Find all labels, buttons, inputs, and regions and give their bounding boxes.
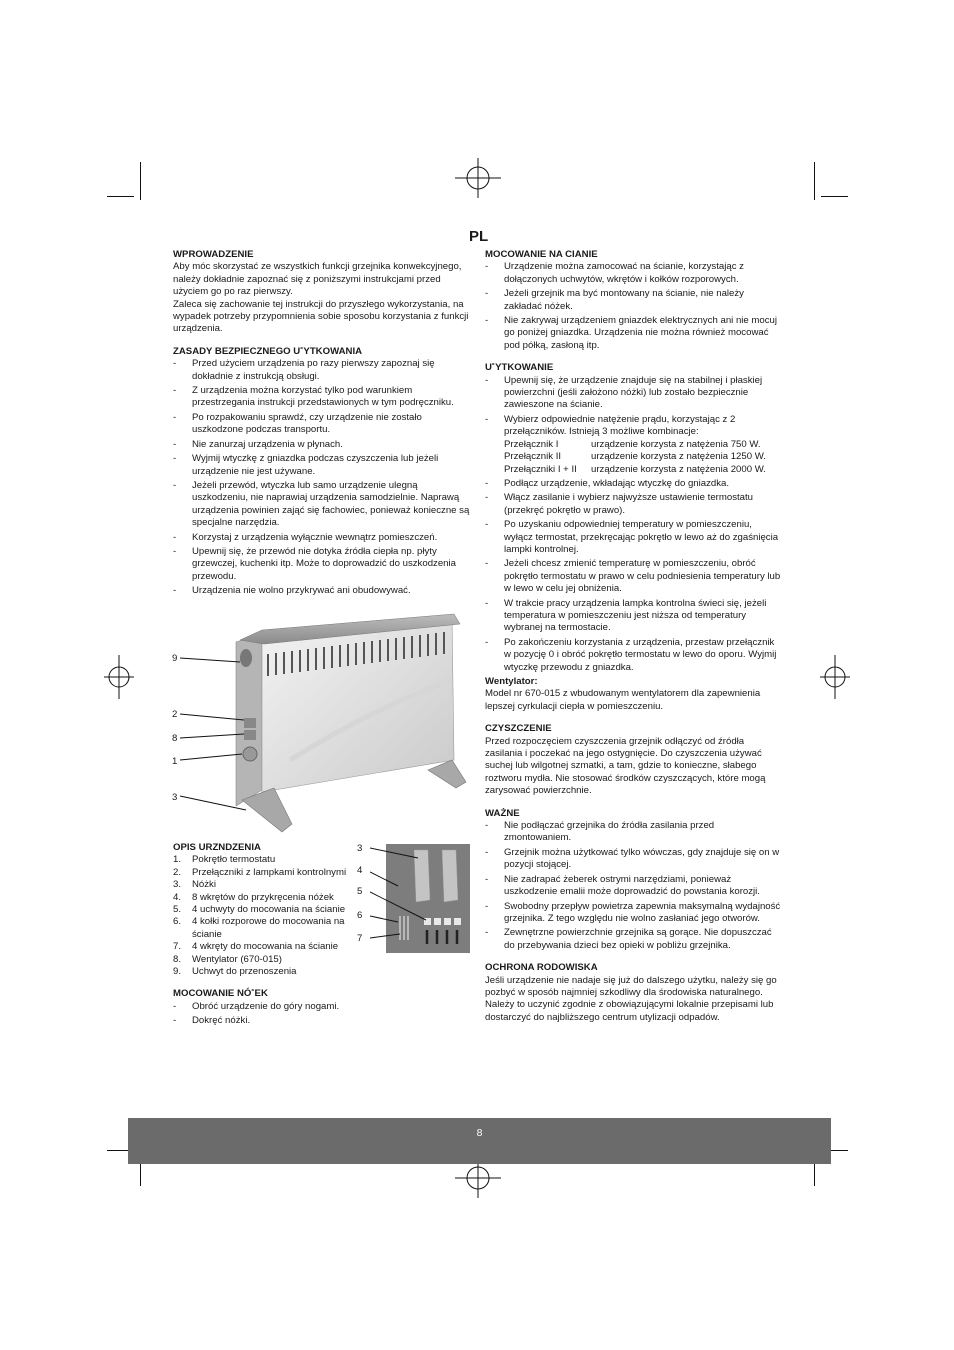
list-item: - Z urządzenia można korzystać tylko pod warunkiem przestrzegania instrukcji przedstawionych w tym podręczniku. bbox=[173, 385, 471, 410]
usage-section bbox=[485, 362, 783, 713]
environment-section bbox=[485, 962, 783, 1024]
list-item: 8. Wentylator (670-015) bbox=[173, 953, 282, 965]
environment-heading: OCHRONA RODOWISKA bbox=[485, 962, 598, 974]
list-item: - Nie zadrapać żeberek ostrymi narzędziami, ponieważ uszkodzenie emalii może doprowadzić do powstania korozji. bbox=[485, 874, 783, 899]
cleaning-text: Przed rozpoczęciem czyszczenia grzejnik odłączyć od źródła zasilania i poczekać na jego ostygnięcie. Do czyszczenia używać suchej lub wilgotnej szmatki, a tam, gdzie to konieczne, słabego roztworu mydła. Nie stosować środków czyszczących, które mogą zarysować powierzchnie. bbox=[485, 735, 766, 797]
registration-mark-bottom bbox=[455, 1158, 501, 1198]
list-item: - Obróć urządzenie do góry nogami. bbox=[173, 1001, 365, 1013]
list-item: - Jeżeli grzejnik ma być montowany na ścianie, nie należy zakładać nóżek. bbox=[485, 288, 783, 313]
list-item: - Upewnij się, że przewód nie dotyka źródła ciepła np. płyty grzewczej, kuchenki itp. Może to doprowadzić do uszkodzenia przewodu. bbox=[173, 546, 471, 583]
photo-callout-6: 6 bbox=[357, 910, 363, 921]
photo-callout-3: 3 bbox=[357, 843, 363, 854]
wall-list bbox=[485, 261, 783, 352]
feet-heading: MOCOWANIE NÓ˚EK bbox=[173, 988, 268, 1000]
callout-8: 8 bbox=[172, 733, 178, 744]
wall-heading: MOCOWANIE NA CIANIE bbox=[485, 249, 598, 260]
list-item: 4. 8 wkrętów do przykręcenia nóżek bbox=[173, 891, 334, 903]
photo-callout-4: 4 bbox=[357, 865, 363, 876]
list-item: - Włącz zasilanie i wybierz najwyższe ustawienie termostatu (przekręć pokrętło w prawo). bbox=[485, 492, 783, 517]
parts-section bbox=[173, 842, 365, 1030]
important-heading: WAŻNE bbox=[485, 807, 520, 819]
list-item: - Grzejnik można użytkować tylko wówczas, gdy znajduje się on w pozycji stojącej. bbox=[485, 847, 783, 872]
environment-text: Jeśli urządzenie nie nadaje się już do dalszego użytku, należy się go pozbyć w sposób najmniej szkodliwy dla środowiska naturalnego. Należy to uczynić zgodnie z obowiązującymi lokalnie przepisami lub dostarczyć do najbliższego centrum utylizacji odpadów. bbox=[485, 974, 777, 1023]
list-item: - Upewnij się, że urządzenie znajduje się na stabilnej i płaskiej powierzchni (jeśli założono nóżki) lub zostało bezpiecznie zawieszone na ścianie. bbox=[485, 375, 783, 412]
combo-row: Przełącznik II urządzenie korzysta z natężenia 1250 W. bbox=[504, 451, 766, 463]
right-column bbox=[485, 249, 783, 1034]
list-item: 6. 4 kołki rozporowe do mocowania na ścianie bbox=[173, 916, 345, 940]
list-item: - Po rozpakowaniu sprawdź, czy urządzenie nie zostało uszkodzone podczas transportu. bbox=[173, 412, 471, 437]
wall-section bbox=[485, 249, 783, 352]
callout-3: 3 bbox=[172, 792, 178, 803]
safety-heading: ZASADY BEZPIECZNEGO U˚YTKOWANIA bbox=[173, 345, 363, 357]
list-item: - Urządzenia nie wolno przykrywać ani obudowywać. bbox=[173, 585, 471, 597]
feet-list bbox=[173, 1001, 365, 1028]
fan-text: Model nr 670-015 z wbudowanym wentylatorem dla zapewnienia lepszej cyrkulacji ciepła w pomieszczeniu. bbox=[485, 688, 761, 712]
list-item: 1. Pokrętło termostatu bbox=[173, 854, 276, 866]
list-item: - Wyjmij wtyczkę z gniazdka podczas czyszczenia lub jeżeli urządzenie nie jest używane. bbox=[173, 453, 471, 478]
usage-list bbox=[485, 375, 783, 674]
left-column-top bbox=[173, 249, 471, 608]
safety-section bbox=[173, 346, 471, 598]
list-item: - Przed użyciem urządzenia po razy pierwszy zapoznaj się dokładnie z instrukcją obsługi. bbox=[173, 358, 471, 383]
list-item: - W trakcie pracy urządzenia lampka kontrolna świeci się, jeżeli temperatura w pomieszczeniu jest niższa od temperatury wybranej na termostacie. bbox=[485, 598, 783, 635]
safety-list bbox=[173, 358, 471, 597]
intro-heading: WPROWADZENIE bbox=[173, 249, 254, 260]
combo-row: Przełączniki I + II urządzenie korzysta z natężenia 2000 W. bbox=[504, 463, 766, 475]
page-number: 8 bbox=[476, 1127, 483, 1139]
photo-callout-7: 7 bbox=[357, 933, 363, 944]
list-item: - Swobodny przepływ powietrza zapewnia maksymalną wydajność grzejnika. Z tego względu nie wolno zasłaniać jego otworów. bbox=[485, 901, 783, 926]
list-item: - Podłącz urządzenie, wkładając wtyczkę do gniazdka. bbox=[485, 478, 783, 490]
list-item: - Dokręć nóżki. bbox=[173, 1015, 365, 1027]
fan-label: Wentylator: bbox=[485, 676, 538, 687]
list-item: 2. Przełączniki z lampkami kontrolnymi bbox=[173, 866, 347, 878]
parts-list bbox=[173, 854, 365, 978]
list-item: - Jeżeli przewód, wtyczka lub samo urządzenie ulegną uszkodzeniu, nie naprawiaj urządzenia samodzielnie. Naprawą urządzenia powinien zająć się fachowiec, ponieważ konieczne są specjalne narzędzia. bbox=[173, 480, 471, 530]
combo-row: Przełącznik I urządzenie korzysta z natężenia 750 W. bbox=[504, 438, 761, 450]
cleaning-heading: CZYSZCZENIE bbox=[485, 723, 552, 735]
list-item: - Korzystaj z urządzenia wyłącznie wewnątrz pomieszczeń. bbox=[173, 532, 471, 544]
list-item: - Nie zakrywaj urządzeniem gniazdek elektrycznych ani nie mocuj go poniżej gniazdka. Urządzenia nie można również mocować pod półką, zasłoną itp. bbox=[485, 315, 783, 352]
important-section bbox=[485, 808, 783, 952]
usage-heading: U˚YTKOWANIE bbox=[485, 362, 554, 374]
callout-9: 9 bbox=[172, 653, 178, 664]
parts-heading: OPIS URZNDZENIA bbox=[173, 842, 261, 853]
list-item: 3. Nóżki bbox=[173, 879, 216, 891]
language-label: PL bbox=[469, 228, 489, 245]
list-item: - Zewnętrzne powierzchnie grzejnika są gorące. Nie dopuszczać do przebywania dzieci bez opieki w pobliżu grzejnika. bbox=[485, 927, 783, 952]
intro-text-2: Zaleca się zachowanie tej instrukcji do przyszłego wykorzystania, na wypadek potrzeby przypomnienia sobie sposobu korzystania z funkcji urządzenia. bbox=[173, 298, 469, 335]
photo-callout-5: 5 bbox=[357, 886, 363, 897]
callout-1: 1 bbox=[172, 756, 178, 767]
registration-mark-top bbox=[455, 158, 501, 198]
list-item: 5. 4 uchwyty do mocowania na ścianie bbox=[173, 904, 346, 916]
list-item: - Jeżeli chcesz zmienić temperaturę w pomieszczeniu, obróć pokrętło termostatu w prawo w celu podniesienia temperatury lub w lewo w celu jej obniżenia. bbox=[485, 558, 783, 595]
accessories-photo bbox=[370, 840, 472, 955]
important-list bbox=[485, 820, 783, 952]
footer-band bbox=[128, 1118, 831, 1164]
callout-2: 2 bbox=[172, 709, 178, 720]
list-item: - Nie zanurzaj urządzenia w płynach. bbox=[173, 439, 471, 451]
registration-mark-right bbox=[820, 655, 850, 699]
list-item: - Nie podłączać grzejnika do źródła zasilania przed zmontowaniem. bbox=[485, 820, 783, 845]
intro-section bbox=[173, 249, 471, 336]
intro-text-1: Aby móc skorzystać ze wszystkich funkcji grzejnika konwekcyjnego, należy dokładnie zapoznać się z poniższymi instrukcjami przed użyciem go po raz pierwszy. bbox=[173, 261, 462, 298]
registration-mark-left bbox=[104, 655, 134, 699]
list-item: 9. Uchwyt do przenoszenia bbox=[173, 966, 297, 978]
cleaning-section bbox=[485, 723, 783, 797]
list-item: - Po uzyskaniu odpowiedniej temperatury w pomieszczeniu, wyłącz termostat, przekręcając pokrętło w lewo aż do zgaśnięcia lampki kontrolnej. bbox=[485, 519, 783, 556]
list-item: - Wybierz odpowiednie natężenie prądu, korzystając z 2 przełączników. Istnieją 3 możliwe kombinacje: Przełącznik I urządzenie korzysta z natężenia 750 W. Przełącznik II urządzenie korzysta z natężenia 1250 W. Przełączniki I + II urządzenie korzysta z natężenia 2000 W. bbox=[485, 414, 783, 476]
heater-illustration bbox=[170, 610, 470, 842]
list-item: - Urządzenie można zamocować na ścianie, korzystając z dołączonych uchwytów, wkrętów i kołków rozporowych. bbox=[485, 261, 783, 286]
list-item: - Po zakończeniu korzystania z urządzenia, przestaw przełącznik w pozycję 0 i obróć pokrętło termostatu w lewo do oporu. Wyjmij wtyczkę przewodu z gniazdka. bbox=[485, 637, 783, 674]
list-item: 7. 4 wkręty do mocowania na ścianie bbox=[173, 941, 339, 953]
